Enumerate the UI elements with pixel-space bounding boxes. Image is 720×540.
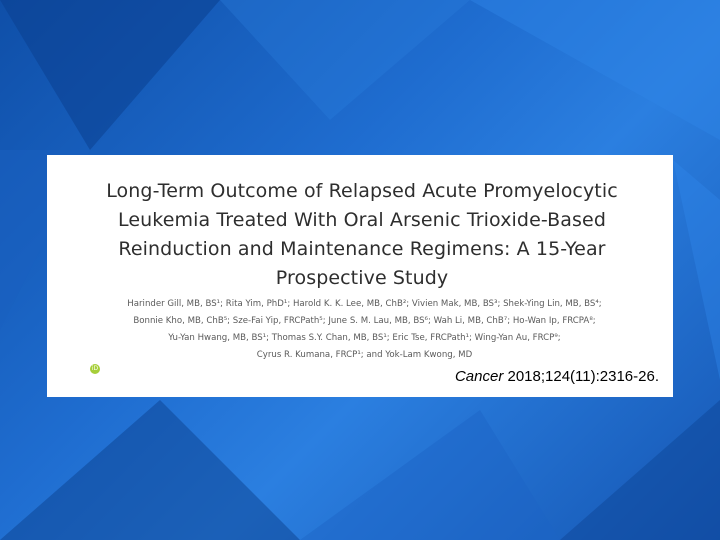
author-line: Cyrus R. Kumana, FRCP¹; and Yok-Lam Kwong, MD: [256, 350, 473, 360]
citation-details: 2018;124(11):2316-26.: [503, 368, 659, 385]
author-line: Bonnie Kho, MB, ChB⁵; Sze-Fai Yip, FRCPath⁵; June S. M. Lau, MB, BS⁶; Wah Li, MB, ChB⁷; Ho-Wan Ip, FRCPA⁸;: [133, 316, 596, 326]
author-line: Yu-Yan Hwang, MB, BS¹; Thomas S.Y. Chan, MB, BS¹; Eric Tse, FRCPath¹; Wing-Yan Au, FRCP⁹;: [168, 333, 561, 343]
orcid-icon: iD: [91, 365, 99, 372]
author-line: Harinder Gill, MB, BS¹; Rita Yim, PhD¹; Harold K. K. Lee, MB, ChB²; Vivien Mak, MB, BS³; Shek-Ying Lin, MB, BS⁴;: [127, 299, 602, 309]
title-line: Prospective Study: [275, 267, 449, 289]
title-line: Reinduction and Maintenance Regimens: A 15-Year: [118, 238, 606, 260]
title-line: Long-Term Outcome of Relapsed Acute Promyelocytic: [106, 180, 618, 202]
citation: [455, 368, 659, 385]
journal-name: Cancer: [454, 368, 504, 385]
paper-title: [97, 177, 627, 293]
author-list: [87, 296, 642, 374]
title-line: Leukemia Treated With Oral Arsenic Trioxide-Based: [118, 209, 606, 231]
paper-card: [47, 155, 673, 397]
